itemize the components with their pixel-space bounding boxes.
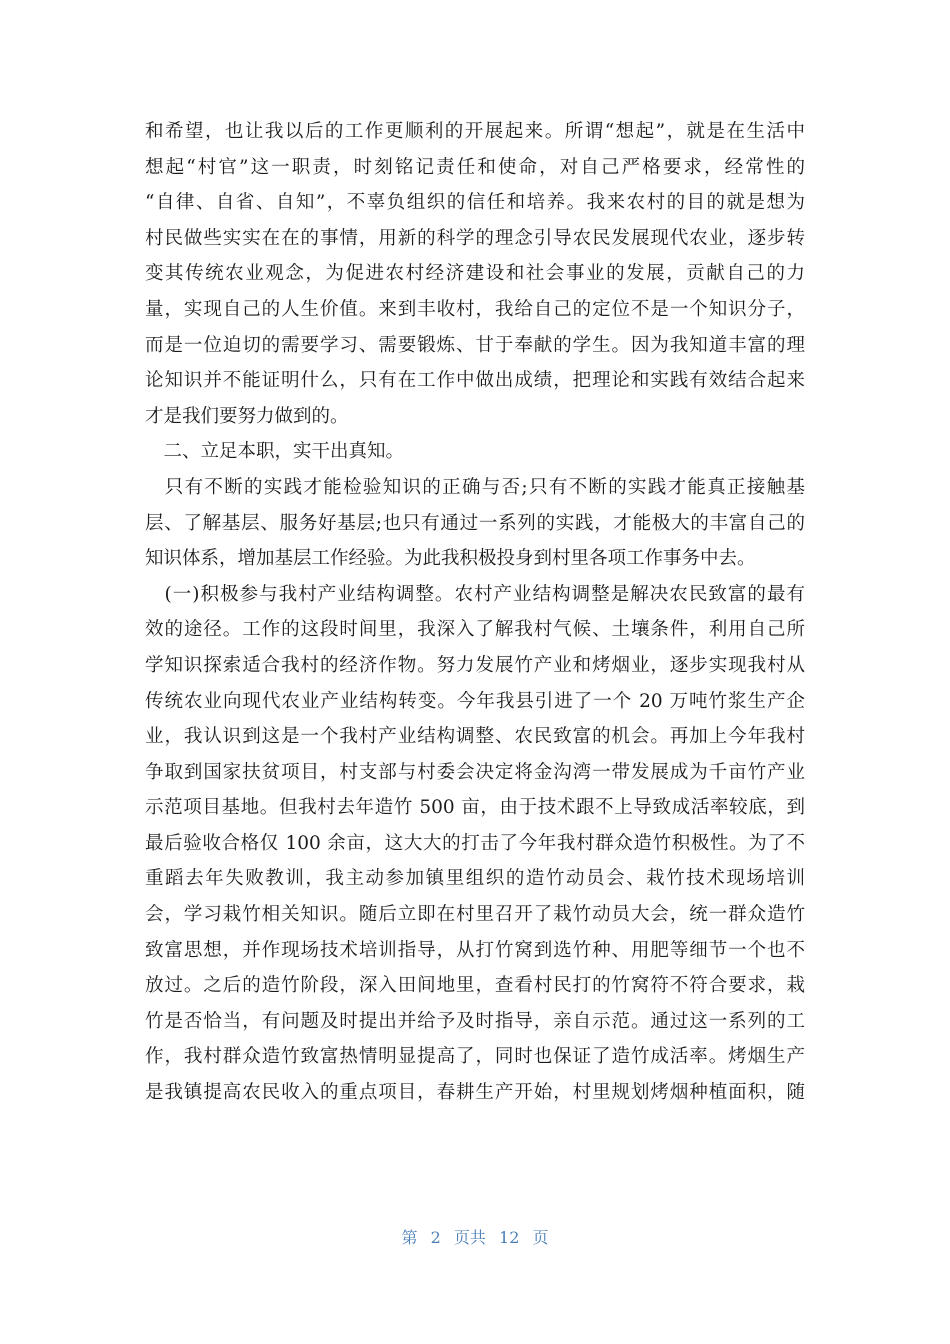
text-line: 变其传统农业观念，为促进农村经济建设和社会事业的发展，贡献自己的力 [145,263,805,285]
text-line: 致富思想，并作现场技术培训指导，从打竹窝到选竹种、用肥等细节一个也不 [145,939,805,961]
text-line: (一)积极参与我村产业结构调整。农村产业结构调整是解决农民致富的最有 [145,583,805,605]
text-line: 效的途径。工作的这段时间里，我深入了解我村气候、土壤条件，利用自己所 [145,619,805,641]
footer-suffix: 页 [532,1228,549,1247]
page-footer [0,1225,950,1248]
text-line: “自律、自省、自知”，不辜负组织的信任和培养。我来农村的目的就是想为 [145,192,805,214]
footer-prefix: 第 [401,1228,418,1247]
text-line: 层、了解基层、服务好基层;也只有通过一系列的实践，才能极大的丰富自己的 [145,512,805,534]
text-line: 只有不断的实践才能检验知识的正确与否;只有不断的实践才能真正接触基 [145,476,805,498]
text-line: 争取到国家扶贫项目，村支部与村委会决定将金沟湾一带发展成为千亩竹产业 [145,761,805,783]
text-line: 才是我们要努力做到的。 [145,405,349,427]
text-line: 而是一位迫切的需要学习、需要锻炼、甘于奉献的学生。因为我知道丰富的理 [145,334,805,356]
text-line: 业，我认识到这是一个我村产业结构调整、农民致富的机会。再加上今年我村 [145,726,805,748]
text-line: 会，学习栽竹相关知识。随后立即在村里召开了栽竹动员大会，统一群众造竹 [145,904,805,926]
text-line: 学知识探索适合我村的经济作物。努力发展竹产业和烤烟业，逐步实现我村从 [145,654,805,676]
text-line: 量，实现自己的人生价值。来到丰收村，我给自己的定位不是一个知识分子， [145,298,805,320]
text-line: 放过。之后的造竹阶段，深入田间地里，查看村民打的竹窝符不符合要求，栽 [145,975,805,997]
body-text [145,114,805,1111]
section-heading: 二、立足本职，实干出真知。 [145,441,405,463]
footer-middle: 页共 [453,1228,486,1247]
text-line: 重蹈去年失败教训，我主动参加镇里组织的造竹动员会、栽竹技术现场培训 [145,868,805,890]
text-line: 传统农业向现代农业产业结构转变。今年我县引进了一个 20 万吨竹浆生产企 [145,690,805,712]
text-line: 竹是否恰当，有问题及时提出并给予及时指导，亲自示范。通过这一系列的工 [145,1010,805,1032]
text-line: 示范项目基地。但我村去年造竹 500 亩，由于技术跟不上导致成活率较底，到 [145,797,805,819]
text-line: 论知识并不能证明什么，只有在工作中做出成绩，把理论和实践有效结合起来 [145,370,805,392]
text-line: 知识体系，增加基层工作经验。为此我积极投身到村里各项工作事务中去。 [145,548,756,570]
current-page-number: 2 [430,1228,441,1247]
text-line: 村民做些实实在在的事情，用新的科学的理念引导农民发展现代农业，逐步转 [145,227,805,249]
text-line: 是我镇提高农民收入的重点项目，春耕生产开始，村里规划烤烟种植面积，随 [145,1082,805,1104]
total-page-count: 12 [499,1228,520,1247]
text-line: 最后验收合格仅 100 余亩，这大大的打击了今年我村群众造竹积极性。为了不 [145,832,805,854]
text-line: 想起“村官”这一职责，时刻铭记责任和使命，对自己严格要求，经常性的 [145,156,805,178]
text-line: 作，我村群众造竹致富热情明显提高了，同时也保证了造竹成活率。烤烟生产 [145,1046,805,1068]
text-line: 和希望，也让我以后的工作更顺利的开展起来。所谓“想起”，就是在生活中 [145,121,805,142]
